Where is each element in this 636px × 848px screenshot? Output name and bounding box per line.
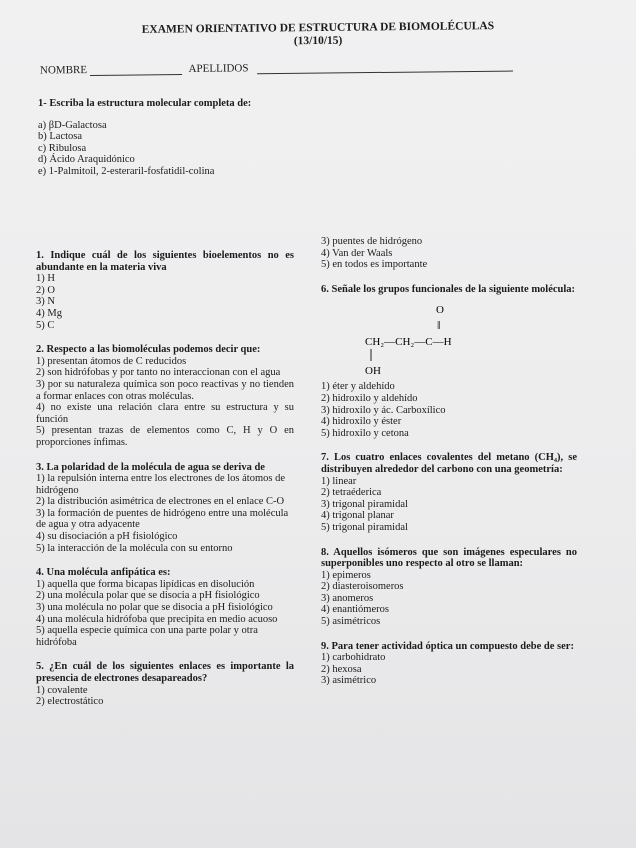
question-8 <box>321 547 577 628</box>
option: 3) puentes de hidrógeno <box>321 236 423 247</box>
hydroxyl-group: OH <box>365 365 381 378</box>
option: 1) la repulsión interna entre los electrones de los átomos de hidrógeno <box>36 473 286 496</box>
option: 2) una molécula polar que se disocia a pH fisiológico <box>36 590 260 602</box>
option: 2) son hidrófobas y por tanto no interaccionan con el agua <box>36 367 281 379</box>
option: 5) asimétricos <box>321 616 381 628</box>
question-9-heading: 9. Para tener actividad óptica un compuesto debe de ser: <box>321 640 574 652</box>
question-1-heading: 1. Indique cuál de los siguientes bioelementos no es abundante en la materia viva <box>36 250 294 273</box>
section-1-item: a) βD-Galactosa <box>38 119 107 131</box>
section-1-item: c) Ribulosa <box>38 142 87 154</box>
option: 4) una molécula hidrófoba que precipita en medio acuoso <box>36 613 278 625</box>
option: 5) la interacción de la molécula con su entorno <box>36 542 233 554</box>
question-1 <box>36 250 294 331</box>
question-5-heading: 5. ¿En cuál de los siguientes enlaces es importante la presencia de electrones desapareados? <box>36 661 294 684</box>
option: 4) Mg <box>36 307 62 319</box>
molecule-structure <box>321 299 521 379</box>
option: 1) covalente <box>36 684 88 696</box>
option: 2) la distribución asimétrica de electrones en el enlace C-O <box>36 496 285 508</box>
left-column <box>36 250 294 721</box>
option: 2) O <box>36 284 55 296</box>
name-fields <box>40 59 520 76</box>
option: 2) electrostático <box>36 696 104 708</box>
section-1-item: d) Ácido Araquidónico <box>38 154 135 166</box>
option: 4) no existe una relación clara entre su estructura y su función <box>36 402 294 425</box>
option: 1) linear <box>321 475 357 487</box>
carbonyl-oxygen: O <box>436 304 444 317</box>
exam-title: EXAMEN ORIENTATIVO DE ESTRUCTURA DE BIOMOLÉCULAS <box>141 20 495 36</box>
option: 1) presentan átomos de C reducidos <box>36 355 187 367</box>
option: 4) enantiómeros <box>321 604 389 616</box>
section-1-heading: 1- Escriba la estructura molecular completa de: <box>38 98 252 109</box>
question-5-continued <box>321 236 577 271</box>
nombre-line <box>90 64 182 76</box>
option: 1) aquella que forma bicapas lipídicas en disolución <box>36 578 255 590</box>
option: 5) presentan trazas de elementos como C, H y O en proporciones ínfimas. <box>36 425 294 448</box>
question-4-heading: 4. Una molécula anfipática es: <box>36 567 171 579</box>
section-1 <box>38 98 251 178</box>
option: 1) epimeros <box>321 569 371 581</box>
option: 3) la formación de puentes de hidrógeno entre una molécula de agua y otra adyacente <box>36 507 289 531</box>
question-9 <box>321 641 577 687</box>
option: 3) N <box>36 296 55 308</box>
apellidos-line <box>257 61 513 75</box>
section-1-item: b) Lactosa <box>38 131 83 143</box>
nombre-label: NOMBRE <box>39 64 88 77</box>
option: 3) trigonal piramidal <box>321 498 408 510</box>
question-5 <box>36 661 294 707</box>
option: 2) tetraéderica <box>321 487 382 499</box>
option: 4) su disociación a pH fisiológico <box>36 531 178 543</box>
option: 2) hexosa <box>321 663 362 675</box>
option: 1) H <box>36 273 55 285</box>
option: 3) una molécula no polar que se disocia a pH fisiológico <box>36 602 273 614</box>
carbon-chain: CH₂—CH₂—C—H <box>365 336 452 349</box>
question-7 <box>321 452 577 533</box>
option: 4) trigonal planar <box>321 510 394 522</box>
question-2-heading: 2. Respecto a las biomoléculas podemos decir que: <box>36 344 261 356</box>
question-7-heading: 7. Los cuatro enlaces covalentes del metano (CH₄), se distribuyen alrededor del carbono con una geometría: <box>321 452 577 475</box>
question-4 <box>36 567 294 648</box>
option: 5) trigonal piramidal <box>321 521 408 533</box>
question-6 <box>321 284 577 440</box>
option: 3) anomeros <box>321 592 374 604</box>
section-1-item: e) 1-Palmitoil, 2-esteraril-fosfatidil-colina <box>38 165 215 177</box>
option: 5) C <box>36 319 55 331</box>
option: 1) éter y aldehído <box>321 381 395 393</box>
exam-date: (13/10/15) <box>293 34 343 48</box>
option: 3) hidroxilo y ác. Carboxílico <box>321 404 446 416</box>
molecule-diagram <box>321 299 577 379</box>
option: 5) aquella especie química con una parte polar y otra hidrófoba <box>36 625 258 648</box>
right-column <box>321 236 577 700</box>
option: 2) diasteroisomeros <box>321 581 404 593</box>
option: 5) hidroxilo y cetona <box>321 427 409 439</box>
exam-title-block <box>0 19 636 52</box>
question-8-heading: 8. Aquellos isómeros que son imágenes especulares no superponibles uno respecto al otro se llaman: <box>321 546 577 570</box>
option: 2) hidroxilo y aldehído <box>321 392 418 404</box>
option: 4) hidroxilo y éster <box>321 416 402 428</box>
option: 3) por su naturaleza química son poco reactivas y no tienden a formar enlaces con otras moléculas. <box>36 378 294 402</box>
question-3 <box>36 462 294 555</box>
option: 4) Van der Waals <box>321 247 393 259</box>
apellidos-label: APELLIDOS <box>188 62 249 75</box>
option: 3) asimétrico <box>321 675 377 687</box>
option: 1) carbohidrato <box>321 652 386 664</box>
question-2 <box>36 344 294 448</box>
double-bond: ‖ <box>437 318 441 333</box>
option: 5) en todos es importante <box>321 259 428 271</box>
question-6-heading: 6. Señale los grupos funcionales de la siguiente molécula: <box>321 283 576 295</box>
question-3-heading: 3. La polaridad de la molécula de agua se deriva de <box>36 461 265 473</box>
